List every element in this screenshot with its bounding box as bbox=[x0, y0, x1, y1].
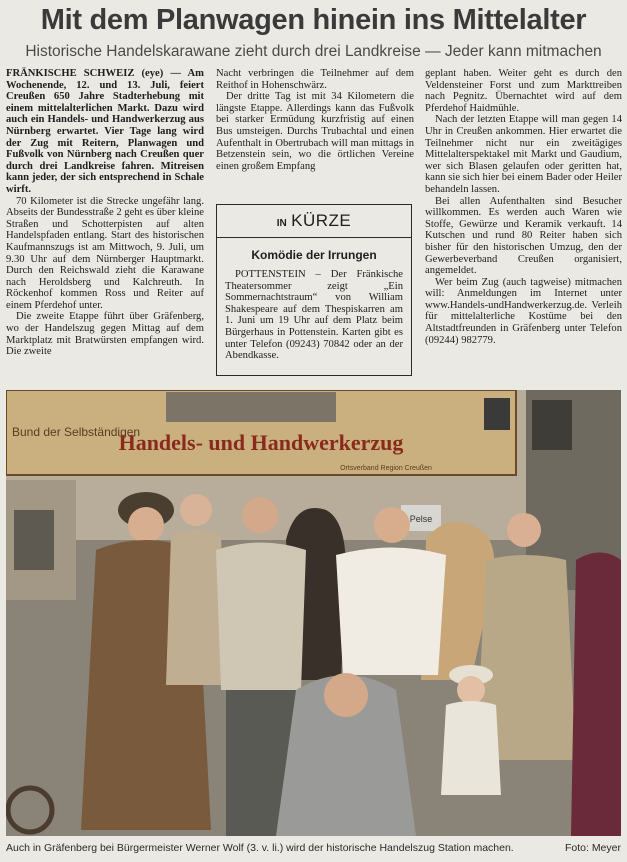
article-paragraph: Bei allen Aufenthalten sind Besucher willkommen. Es werden auch Waren wie Stoffe, Gewürze und Keramik verkauft. 14 Kutschen und rund 80 Reiter haben sich bisher für den historischen Umzug, den der Gewerbeverband Creußen organisiert, angemeldet. bbox=[425, 195, 622, 277]
face bbox=[180, 494, 212, 526]
subheadline: Historische Handelskarawane zieht durch drei Landkreise — Jeder kann mitmachen bbox=[25, 43, 602, 60]
article-column-1 bbox=[6, 68, 204, 358]
article-column-2 bbox=[216, 68, 414, 172]
article-paragraph: Nach der letzten Etappe will man gegen 14 Uhr in Creußen ankommen. Hier erwartet die Teilnehmer nicht nur ein zweitägiges Mittelalterspektakel mit Markt und Gaudium, wer sich Blasen gelaufen oder geritten hat, kann sie sich hier bei einem Bader oder Heiler behandeln lassen. bbox=[425, 114, 622, 195]
face bbox=[374, 507, 410, 543]
banner-text: Handels- und Handwerkerzug bbox=[118, 430, 404, 455]
kuerze-label: KÜRZE bbox=[291, 211, 352, 230]
article-paragraph: 70 Kilometer ist die Strecke ungefähr lang. Abseits der Bundesstraße 2 geht es über kleine Straßen und Schotterpisten auf alten Handelspfaden entlang. Start des historischen Kaufmannszugs ist am Mittwoch, 9. Juli, um 9.30 Uhr auf dem Nürnberger Hauptmarkt. Durch den Reichswald zieht die Karawane nach Heroldsberg und Kalchreuth. In Röckenhof kommen Ross und Reiter auf einem Pferdehof unter. bbox=[6, 195, 204, 311]
article-paragraph: Wer beim Zug (auch tagweise) mitmachen will: Anmeldungen im Internet unter www.Handels-undHandwerkerzug.de. Verleih für mittelalterliche Kostüme bei den Altstadtfreunden in Gräfenberg unter Telefon (09244) 982779. bbox=[425, 276, 622, 346]
in-kuerze-header bbox=[217, 205, 411, 238]
face bbox=[457, 676, 485, 704]
window bbox=[532, 400, 572, 450]
window bbox=[14, 510, 54, 570]
costume-red bbox=[571, 553, 621, 837]
banner-crest bbox=[484, 398, 510, 430]
face bbox=[324, 673, 368, 717]
banner-subtext-2: Ortsverband Region Creußen bbox=[340, 465, 432, 472]
article-column-3 bbox=[425, 68, 622, 346]
in-kuerze-text bbox=[217, 269, 411, 362]
in-label: IN bbox=[276, 218, 287, 229]
in-kuerze-title: Komödie der Irrungen bbox=[251, 248, 377, 262]
mayor-shirt bbox=[216, 543, 306, 691]
street-sign-text: Pelse bbox=[409, 514, 433, 524]
banner-wagon-scene bbox=[166, 392, 336, 422]
in-kuerze-paragraph: POTTENSTEIN – Der Fränkische Theatersommer zeigt „Ein Sommernachtstraum“ von William Shakespeare auf dem Thespiskarren am 1. Juni um 19 Uhr auf dem Platz beim Bürgerhaus in Pottenstein. Karten gibt es unter Telefon (09243) 70842 oder an der Abendkasse. bbox=[225, 269, 403, 362]
child-costume bbox=[441, 701, 501, 795]
photo-caption: Auch in Gräfenberg bei Bürgermeister Werner Wolf (3. v. li.) wird der historische Handelszug Station machen. bbox=[6, 842, 514, 854]
photo-illustration bbox=[6, 390, 621, 836]
headline: Mit dem Planwagen hinein ins Mittelalter bbox=[40, 4, 587, 36]
face bbox=[507, 513, 541, 547]
article-paragraph: Der dritte Tag ist mit 34 Kilometern die längste Etappe. Allerdings kann das Fußvolk bei starker Ermüdung kurzfristig auf einen Bus umsteigen. Durchs Trubachtal und einen Aufenthalt in Obertrubach will man mittags in Betzenstein sein, wo die örtlichen Vereine einen großem Empfang bbox=[216, 91, 414, 172]
white-shirt bbox=[336, 548, 446, 676]
article-paragraph: Nacht verbringen die Teilnehmer auf dem Reithof in Hohenschwärz. bbox=[216, 68, 414, 91]
article-paragraph: geplant haben. Weiter geht es durch den Veldensteiner Forst und zum Markttreiben nach Pegnitz. Übernachtet wird auf dem Pferdehof Haidmühle. bbox=[425, 68, 622, 114]
banner-subtext: Bund der Selbständigen bbox=[12, 425, 141, 439]
face bbox=[128, 507, 164, 543]
face bbox=[242, 497, 278, 533]
article-paragraph: Die zweite Etappe führt über Gräfenberg, wo der Handelszug gegen Mittag auf dem Marktplatz mit Bratwürsten empfangen wird. Die zweite bbox=[6, 311, 204, 358]
in-kuerze-box bbox=[216, 204, 412, 376]
photo-credit: Foto: Meyer bbox=[564, 842, 621, 854]
group-photo bbox=[6, 390, 621, 836]
article-lead: FRÄNKISCHE SCHWEIZ (eye) — Am Wochenende, 12. und 13. Juli, feiert Creußen 650 Jahre Stadterhebung mit einem mittelalterlichen Markt. Dazu wird auch ein Handels- und Handwerkerzug aus Nürnberg erwartet. Vier Tage lang wird der Zug mit Reitern, Planwagen und Fußvolk von Nürnberg nach Creußen quer durch drei Landkreise fahren. Mitreisen kann jeder, der sich entsprechend in Schale wirft. bbox=[6, 68, 204, 195]
